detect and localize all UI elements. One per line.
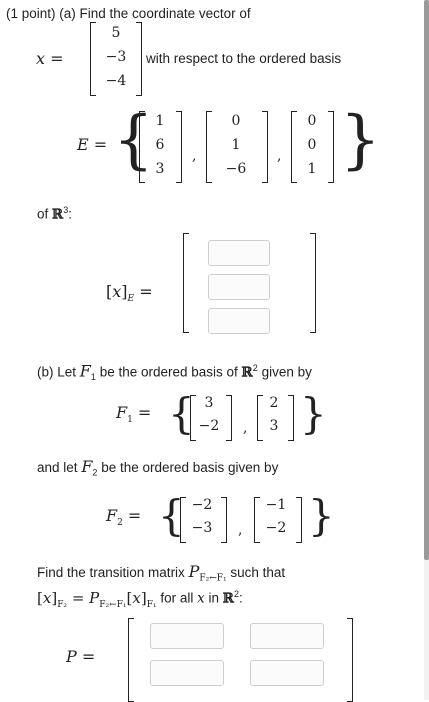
e3-right-bracket (328, 111, 334, 183)
f1b-entry-2: 3 (269, 418, 279, 434)
f1b-entry-1: 2 (269, 395, 279, 411)
answer-a-label: $[x]_E$ = (106, 282, 153, 305)
e3-entry-2: 0 (307, 137, 317, 153)
f2a-entry-1: −2 (191, 497, 213, 513)
basis-f1-left-brace: { (168, 389, 195, 438)
basis-e-left-brace: { (113, 103, 154, 177)
answer-b-label: P = (66, 647, 96, 666)
x-vector-entry-3: −4 (105, 73, 127, 89)
with-respect-text: with respect to the ordered basis (146, 51, 342, 66)
e3-entry-3: 1 (307, 161, 317, 177)
answer-b-input-11[interactable] (150, 623, 224, 649)
answer-a-input-3[interactable] (208, 308, 270, 334)
answer-b-left-bracket (128, 618, 134, 702)
e2-entry-3: −6 (225, 161, 247, 177)
x-vector-right-bracket (136, 22, 142, 96)
f2b-entry-1: −1 (265, 497, 287, 513)
basis-f2-right-brace: } (308, 491, 335, 540)
f1a-entry-1: 3 (204, 395, 214, 411)
answer-a-input-2[interactable] (208, 274, 270, 300)
e3-left-bracket (291, 111, 297, 183)
e1-left-bracket (139, 111, 145, 183)
e2-entry-1: 0 (231, 113, 241, 129)
scrollbar-thumb[interactable] (424, 0, 429, 560)
part-a-prompt: (1 point) (a) Find the coordinate vector of (6, 6, 251, 21)
e1-entry-1: 1 (155, 113, 165, 129)
f1a-entry-2: −2 (198, 418, 220, 434)
x-vector-label: x = (36, 49, 64, 68)
f2a-entry-2: −3 (191, 520, 213, 536)
transition-prompt: Find the transition matrix $P_{F_2\leftarrow F_1}$ such that (37, 562, 286, 584)
e1-entry-3: 3 (155, 161, 165, 177)
basis-e-label: E = (77, 135, 108, 154)
x-vector-entry-2: −3 (105, 49, 127, 65)
e2-right-bracket (262, 111, 268, 183)
e1-right-bracket (176, 111, 182, 183)
f1-separator: , (243, 420, 248, 436)
basis-f2-label: $F_2$ = (106, 506, 142, 529)
answer-a-input-1[interactable] (208, 240, 270, 266)
basis-f1-right-brace: } (300, 389, 327, 438)
e3-entry-1: 0 (307, 113, 317, 129)
f2a-right-bracket (221, 497, 227, 543)
transition-equation: $[x]_{F_2} = P_{F_2\leftarrow F_1}[x]_{F_1}$ for all x in ℝ$^2$: (37, 588, 243, 610)
e2-entry-2: 1 (231, 137, 241, 153)
answer-b-right-bracket (347, 618, 353, 702)
answer-b-input-12[interactable] (250, 623, 324, 649)
x-vector-left-bracket (90, 22, 96, 96)
f2b-entry-2: −2 (265, 520, 287, 536)
basis-f2-left-brace: { (158, 491, 185, 540)
e-separator-1: , (192, 148, 197, 164)
answer-b-input-22[interactable] (250, 660, 324, 686)
e2-left-bracket (206, 111, 212, 183)
f1b-right-bracket (288, 395, 294, 441)
e1-entry-2: 6 (155, 137, 165, 153)
answer-b-input-21[interactable] (150, 660, 224, 686)
basis-e-right-brace: } (340, 103, 381, 177)
x-vector-entry-1: 5 (111, 25, 121, 41)
f1a-right-bracket (226, 395, 232, 441)
part-b-intro: (b) Let $F_1$ be the ordered basis of ℝ$^2$ given by (37, 361, 312, 383)
answer-a-left-bracket (183, 233, 189, 333)
answer-a-right-bracket (310, 233, 316, 333)
basis-f1-label: $F_1$ = (116, 403, 152, 426)
f2-separator: , (238, 522, 243, 538)
part-b-f2-intro: and let $F_2$ be the ordered basis given by (37, 457, 279, 478)
of-r3-text: of ℝ$^3$: (37, 205, 73, 223)
f2b-right-bracket (296, 497, 302, 543)
e-separator-2: , (277, 148, 282, 164)
